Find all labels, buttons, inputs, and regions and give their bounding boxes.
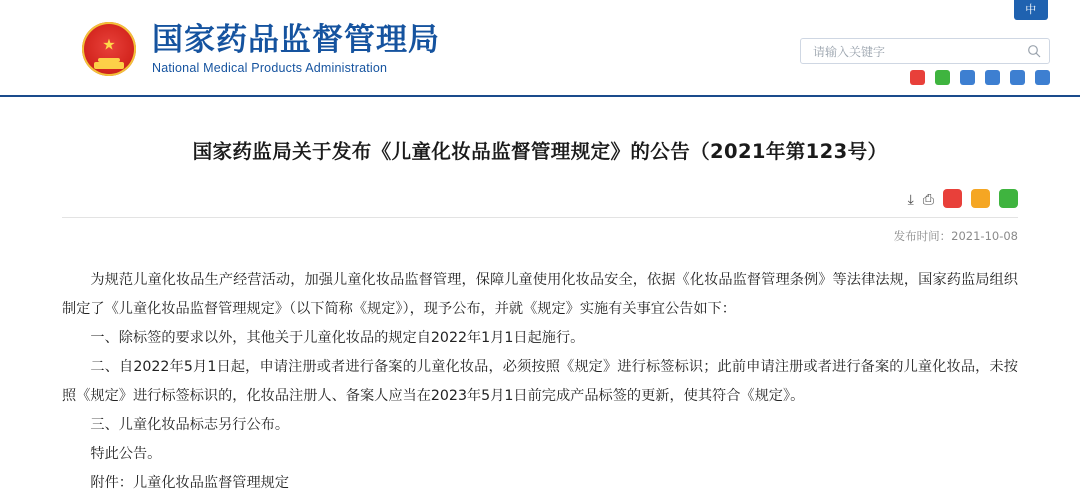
search-area — [800, 38, 1050, 64]
weibo-icon[interactable] — [910, 70, 925, 85]
document-toolbar — [62, 191, 1018, 218]
attachment-link[interactable]: 附件：儿童化妆品监督管理规定 — [90, 475, 290, 491]
search-input[interactable] — [811, 39, 1015, 65]
mobile-icon[interactable] — [960, 70, 975, 85]
language-switch-tab[interactable]: 中 — [1014, 0, 1048, 20]
favorite-share-icon[interactable] — [971, 189, 990, 208]
search-box[interactable] — [800, 38, 1050, 64]
paragraph: 三、儿童化妆品标志另行公布。 — [90, 417, 290, 433]
emblem-star-icon: ★ — [102, 36, 116, 54]
message-icon[interactable] — [1010, 70, 1025, 85]
org-name-en: National Medical Products Administration — [152, 61, 388, 76]
search-icon[interactable] — [1027, 44, 1041, 58]
user-icon[interactable] — [1035, 70, 1050, 85]
paragraph: 特此公告。 — [90, 446, 162, 462]
page-title: 国家药监局关于发布《儿童化妆品监督管理规定》的公告（2021年第123号） — [192, 140, 888, 163]
publish-label: 发布时间： — [893, 229, 952, 243]
wechat-share-icon[interactable] — [999, 189, 1018, 208]
site-brand[interactable] — [82, 22, 440, 76]
publish-info — [62, 228, 1018, 244]
email-icon[interactable] — [985, 70, 1000, 85]
social-icon-row — [910, 70, 1050, 85]
print-icon[interactable]: ⎙ — [922, 190, 934, 207]
site-header — [0, 0, 1080, 97]
paragraph: 一、除标签的要求以外，其他关于儿童化妆品的规定自2022年1月1日起施行。 — [90, 330, 585, 346]
weibo-share-icon[interactable] — [943, 189, 962, 208]
document-body — [0, 136, 1080, 498]
brand-text — [152, 23, 440, 76]
paragraph: 为规范儿童化妆品生产经营活动，加强儿童化妆品监督管理，保障儿童使用化妆品安全，依据《化妆品监督管理条例》等法律法规，国家药监局组织制定了《儿童化妆品监督管理规定》（以下简称《规定》），现予公布，并就《规定》实施有关事宜公告如下： — [62, 272, 1018, 317]
publish-date: 2021-10-08 — [951, 229, 1018, 243]
toolbar-icons — [908, 189, 1018, 208]
article-text — [62, 266, 1018, 498]
emblem-gear-icon — [94, 62, 124, 69]
paragraph: 二、自2022年5月1日起，申请注册或者进行备案的儿童化妆品，必须按照《规定》进行标签标识；此前申请注册或者进行备案的儿童化妆品，未按照《规定》进行标签标识的，化妆品注册人、备案人应当在2023年5月1日前完成产品标签的更新，使其符合《规定》。 — [62, 359, 1018, 404]
org-name-cn: 国家药品监督管理局 — [152, 21, 440, 58]
national-emblem-icon — [82, 22, 136, 76]
wechat-icon[interactable] — [935, 70, 950, 85]
download-icon[interactable]: ⤓ — [907, 190, 914, 207]
